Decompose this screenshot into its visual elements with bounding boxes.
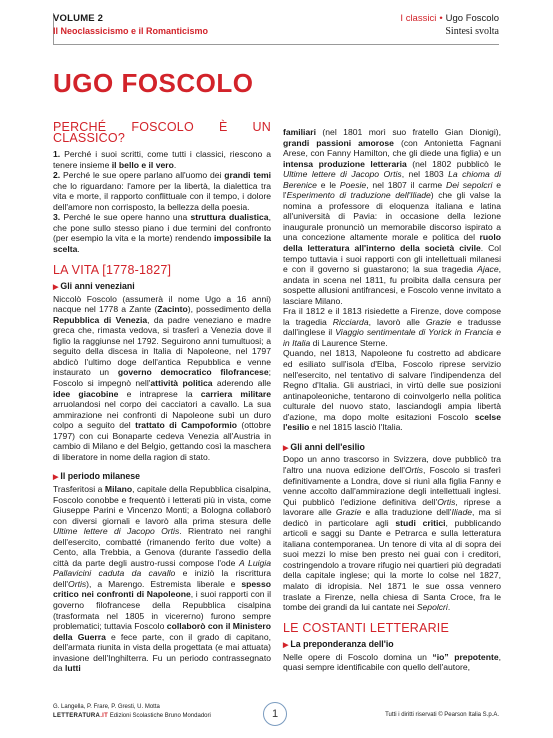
text-run: e le <box>316 179 340 190</box>
spacer <box>283 433 501 440</box>
italic-title: Ultime lettere di Jacopo Ortis <box>283 169 402 180</box>
text-run: , ma si dedicò in particolare agli <box>283 507 502 528</box>
bold-text: struttura dualistica <box>190 212 269 223</box>
text-run: Perché i suoi scritti, come tutti i classici, riescono a tenere insieme <box>53 149 271 170</box>
triangle-icon: ▶ <box>53 284 59 292</box>
header-series-line <box>400 13 499 24</box>
text-run: . <box>447 602 451 613</box>
paragraph-milanese-cont <box>283 127 501 306</box>
italic-title: La chioma di Berenice <box>283 169 501 190</box>
text-run: . Col tempo tuttavia i suoi rapporti con gli intellettuali milanesi e con il governo si guastarono; la sua tragedia <box>283 243 501 275</box>
text-run: , che pone sullo stesso piano i due termini del confronto (per esempio la vita e la morte) rendendo <box>53 212 271 244</box>
text-run: ; Foscolo si impegnò nell' <box>53 367 271 389</box>
header-left <box>53 13 208 36</box>
text-run: di Laurence Sterne. <box>310 337 388 348</box>
bold-text: Zacinto <box>157 304 188 315</box>
text-run: e nel 1815 lasciò l'Italia. <box>309 422 403 433</box>
italic-title: Sepolcri <box>416 602 448 613</box>
text-run: , riprese a lavorare alle <box>283 496 502 518</box>
italic-title: Grazie <box>425 316 452 327</box>
bold-text: scelse l'esilio <box>283 411 501 433</box>
text-run: e iniziò la riscrittura dell' <box>53 568 271 589</box>
bold-text: governo democratico filofrancese <box>117 367 269 378</box>
text-run: , pubblicando articoli e saggi su Dante e Petrarca e sulla letteratura italiana contemporanea. Un tenore di vita al di sopra dei suoi mezzi lo mise ben presto nei guai con i creditori, costringendolo a trovare rifugio nei quartieri più degradati della capitale inglese; qui la morte lo colse nel 1827, malato di idropisia. Nel 1871 le sue ossa vennero traslate a Firenze, nella chiesa di Santa Croce, fra le tombe dei grandi da lui cantate nei <box>283 517 501 613</box>
text-run: e alla traduzione dell' <box>361 507 452 518</box>
text-run: , lavorò alle <box>368 316 426 327</box>
subhead-esilio <box>283 442 501 455</box>
italic-title: Ortis <box>68 578 87 589</box>
footer-left <box>53 703 211 721</box>
brand-main: LETTERATURA <box>53 713 101 719</box>
header-rule <box>53 44 499 45</box>
bold-text: collaborò con il Ministero della Guerra <box>53 621 271 642</box>
bold-text: carriera militare <box>200 388 272 399</box>
right-column <box>283 127 501 673</box>
bold-text: grandi passioni amorose <box>283 137 394 148</box>
triangle-icon: ▶ <box>53 474 59 482</box>
text-run: Nelle opere di Foscolo domina un <box>283 651 433 662</box>
text-run: ) che gli valse la nomina a professore di eloquenza italiana e latina all'università di Pavia: in occasione della lezione inaugurale pronunciò un memorabile discorso ispirato a una concezione altamente morale e politica del <box>283 190 501 243</box>
bold-text: ruolo della letteratura all'interno della società civile <box>283 232 501 254</box>
footer-publisher: Edizioni Scolastiche Bruno Mondadori <box>109 713 211 719</box>
text-run: , i suoi rapporti con il governo filofrancese della Repubblica cisalpina (trasformata nel 1805 in vicereгno) furono sempre problematici; tuttavia Foscolo <box>53 589 272 632</box>
brand-logo <box>53 713 108 719</box>
page-title: UGO FOSCOLO <box>53 68 254 98</box>
paragraph-classico-1 <box>53 149 271 170</box>
bold-text: intensa produzione letteraria <box>283 158 407 169</box>
paragraph-milanese <box>53 484 271 674</box>
footer-authors: G. Langella, P. Frare, P. Gresti, U. Motta <box>53 704 160 710</box>
italic-title: Grazie <box>335 507 362 518</box>
paragraph-esilio-scelta <box>283 348 501 432</box>
bullet-icon: • <box>439 13 443 24</box>
text-run: e l' <box>283 179 501 201</box>
bold-text: familiari <box>283 127 316 137</box>
italic-title: Ajace <box>477 264 499 275</box>
text-run: . <box>77 244 80 255</box>
bold-text: 2. <box>53 170 63 181</box>
left-column <box>53 122 271 674</box>
volume-label: VOLUME 2 <box>53 13 104 24</box>
italic-title: Ortis <box>437 496 456 507</box>
footer-publisher-line <box>53 712 211 721</box>
subhead-milanese <box>53 471 271 484</box>
italic-title: Iliade <box>451 507 473 518</box>
paragraph-firenze <box>283 306 501 348</box>
triangle-icon: ▶ <box>283 642 289 650</box>
text-run: ), a Marengo. Estremista liberale e <box>86 578 242 589</box>
header-right <box>400 13 499 37</box>
text-run: , Foscolo si trasferì definitivamente a Londra, dove si riunì alla figlia Fanny e venne accolto dall'ammirazione degli intellettuali inglesi. Qui pubblicò l'edizione definitiva dell' <box>283 464 501 507</box>
text-run: (ottobre 1797) con cui Bonaparte cedeva Venezia all'Austria in cambio di Milano e del Belgio, gettando così la maschera di liberatore in nome della ragion di stato. <box>53 420 271 462</box>
italic-title: A Luigia Pallavicini caduta da cavallo <box>53 557 271 579</box>
spacer <box>53 462 271 469</box>
italic-title: Ricciarda <box>332 316 369 327</box>
triangle-icon: ▶ <box>283 444 289 452</box>
subhead-veneziani-label: Gli anni veneziani <box>60 281 135 292</box>
italic-title: Esperimento di traduzione dell'Iliade <box>286 190 431 201</box>
text-run: Trasferitosi a <box>53 483 105 494</box>
series-label: I classici <box>400 13 437 24</box>
text-run: (con Antonietta Fagnani Arese, con Fanny Hamilton, che gli diede una figlia) e un <box>283 137 501 159</box>
subhead-veneziani <box>53 281 271 294</box>
brand-it: .IT <box>100 713 109 719</box>
text-run: ), possedimento della <box>187 304 271 315</box>
bold-text: attività politica <box>150 378 213 389</box>
text-run: . Rientrato nei ranghi dell'esercito, combatté (rimanendo ferito due volte) a Cento, alla Trebbia, a Genova (durante l'assedio della città da parte degli austro-russi compose l'ode <box>53 526 271 568</box>
italic-title: Ortis <box>404 464 423 475</box>
text-run: , nel 1807 il carme <box>366 179 447 190</box>
section-title-vita: LA VITA [1778-1827] <box>53 262 172 277</box>
subhead-preponderanza <box>283 639 501 652</box>
text-run: e tradusse dall'inglese il <box>283 316 501 338</box>
bold-text: il bello e il vero <box>111 159 174 170</box>
section-title-costanti: LE COSTANTI LETTERARIE <box>283 620 450 635</box>
italic-title: Dei sepolcri <box>446 179 493 190</box>
volume-subtitle: Il Neoclassicismo e il Romanticismo <box>53 26 209 36</box>
text-run: , quasi sempre identificabile con quello dell'autore, <box>283 651 501 673</box>
bold-text: “io” prepotente <box>432 651 499 662</box>
bold-text: lutti <box>64 663 81 674</box>
section-label: Sintesi svolta <box>445 26 499 37</box>
text-run: Dopo un anno trascorso in Svizzera, dove pubblicò tra l'altro una nuova edizione dell' <box>283 454 501 475</box>
bold-text: grandi temi <box>224 170 272 181</box>
bold-text: idee giacobine <box>53 388 119 399</box>
text-run: Quando, nel 1813, Napoleone fu costretto ad abdicare ed esiliato sull'isola d'Elba, Foscolo riprese servizio nell'esercito, nel tentativo di salvare l'indipendenza del Regno d'Italia. Gli austriaci, in virtù delle sue posizioni antinapoleoniche, tentarono di coinvolgerlo nella politica culturale del nuovo stato, lasciandogli ampia libertà d'azione, ma dopo molte esitazioni Foscolo <box>283 348 501 422</box>
text-run: (nel 1802 pubblicò le <box>406 158 501 169</box>
text-run: Fra il 1812 e il 1813 risiedette a Firenze, dove compose la tragedia <box>283 306 501 327</box>
text-run: , andata in scena nel 1811, fu proibita dalla censura per sospette allusioni antifrancesi, e Foscolo venne invitato a lasciare Milano. <box>283 264 501 306</box>
text-run: , capitale della Repubblica cisalpina, Foscolo conobbe e frequentò i letterati più in vista, come Giuseppe Parini e Vincenzo Monti; a Bologna collaborò con diversi giornali e lavorò alla prima stesura delle <box>53 483 271 526</box>
paragraph-esilio <box>283 454 501 612</box>
text-run: arruolandosi nel corpo dei cacciatori a cavallo. La sua ammirazione nei confronti di Napoleone subì un duro colpo a seguito del <box>53 399 271 431</box>
paragraph-classico-3 <box>53 212 271 254</box>
italic-title: Poesie <box>339 179 367 190</box>
bold-text: 3. <box>53 212 64 223</box>
paragraph-veneziani <box>53 294 271 463</box>
italic-title: Viaggio sentimentale di Yorick in Francia e in Italia <box>283 327 501 348</box>
subhead-esilio-label: Gli anni dell'esilio <box>290 441 365 452</box>
bold-text: spesso critico nei confronti di Napoleone <box>53 578 271 600</box>
text-run: e fece parte, con il grado di capitano, dell'armata riunita in vista della progettata (e mai attuata) invasione dell'Inghilterra. Fu un periodo contrassegnato da <box>53 631 272 674</box>
text-run: che lo riguardano: l'amore per la libertà, la dialettica tra vita e morte, il rapporto conflittuale con il tempo, i dolore dell'amore non corrisposto, la bellezza della poesia. <box>53 180 271 212</box>
italic-title: Ultime lettere di Jacopo Ortis <box>53 526 180 537</box>
bold-text: 1. <box>53 149 65 160</box>
paragraph-preponderanza <box>283 652 501 673</box>
subhead-milanese-label: Il periodo milanese <box>60 471 141 482</box>
text-run: , nel 1803 <box>401 169 449 180</box>
bold-text: Milano <box>104 483 133 494</box>
text-run: Perché le sue opere parlano all'uomo dei <box>62 170 225 181</box>
text-run: aderendo alle <box>212 378 271 389</box>
text-run: (nel 1801 morì suo fratello Gian Dionigi), <box>315 127 501 137</box>
text-run: e intraprese la <box>118 388 201 399</box>
author-label: Ugo Foscolo <box>445 13 499 24</box>
text-run: Niccolò Foscolo (assumerà il nome Ugo a 16 anni) nacque nel 1778 a Zante ( <box>53 293 271 315</box>
subhead-preponderanza-label: La preponderanza dell'io <box>290 639 394 650</box>
text-run: Perché le sue opere hanno una <box>63 212 191 223</box>
page-number: 1 <box>263 702 287 726</box>
bold-text: studi critici <box>395 517 446 528</box>
bold-text: impossibile la scelta <box>53 233 271 255</box>
bold-text: trattato di Campoformio <box>135 420 237 431</box>
text-run: . <box>173 159 177 170</box>
text-run: , da padre veneziano e madre greca che, rimasta vedova, si trasferì a Venezia dove il figlio la raggiunse nel 1792. Seguirono anni tumultuosi; a seguito della discesa in Italia di Napoleone, nel 1797 abdicò l'ultimo doge dell'antica Repubblica e venne instaurato un <box>53 314 271 378</box>
section-title-classico: PERCHÉ FOSCOLO È UN CLASSICO? <box>53 120 271 145</box>
paragraph-classico-2 <box>53 170 271 212</box>
bold-text: Repubblica di Venezia <box>53 314 148 325</box>
footer-rights: Tutti i diritti riservati © Pearson Italia S.p.A. <box>385 712 499 718</box>
